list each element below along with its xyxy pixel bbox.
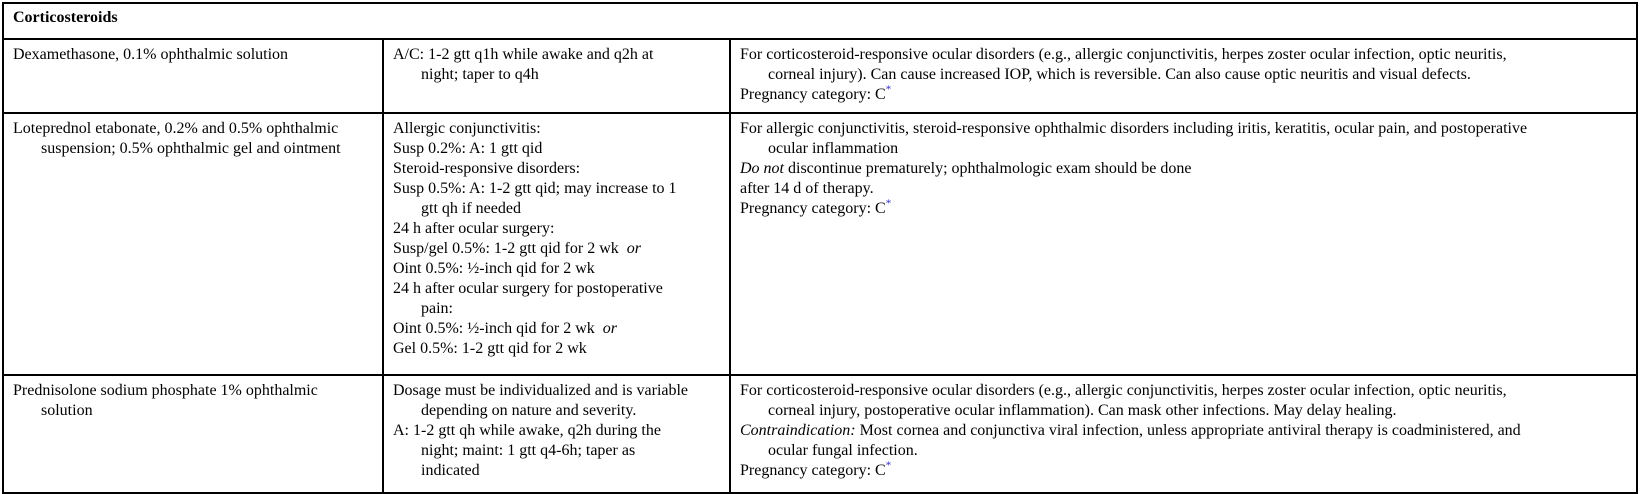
text-line <box>393 119 723 139</box>
text-line <box>393 65 723 85</box>
text-segment: Susp/gel 0.5%: 1-2 gtt qid for 2 wk <box>393 240 627 257</box>
text-line <box>393 199 723 219</box>
drug-row <box>3 39 1637 113</box>
text-line <box>393 179 723 199</box>
uses-considerations-cell <box>730 375 1637 493</box>
drug-name-cell <box>3 375 383 493</box>
text-segment: Loteprednol etabonate, 0.2% and 0.5% ophthalmic <box>13 120 339 137</box>
text-segment: depending on nature and severity. <box>421 402 637 419</box>
text-line <box>740 85 1630 105</box>
uses-considerations-cell <box>730 113 1637 375</box>
table-body <box>3 39 1637 493</box>
text-line <box>13 139 376 159</box>
text-segment: Dosage must be individualized and is variable <box>393 382 689 399</box>
text-line <box>740 179 1630 199</box>
text-line <box>13 381 376 401</box>
text-segment: ocular fungal infection. <box>768 442 918 459</box>
text-segment: 24 h after ocular surgery: <box>393 220 555 237</box>
text-segment: Gel 0.5%: 1-2 gtt qid for 2 wk <box>393 340 587 357</box>
text-line <box>393 259 723 279</box>
text-segment: discontinue prematurely; ophthalmologic exam should be done <box>784 160 1192 177</box>
text-line <box>393 279 723 299</box>
text-segment: Pregnancy category: C <box>740 200 886 217</box>
text-segment: Oint 0.5%: ½-inch qid for 2 wk <box>393 320 603 337</box>
text-line <box>393 239 723 259</box>
text-line <box>740 139 1630 159</box>
text-segment: indicated <box>421 462 480 479</box>
text-segment: A: 1-2 gtt qh while awake, q2h during the <box>393 422 661 439</box>
text-line <box>393 159 723 179</box>
text-segment: Pregnancy category: C <box>740 462 886 479</box>
text-line <box>740 421 1630 441</box>
text-segment: Pregnancy category: C <box>740 86 886 103</box>
text-segment: 24 h after ocular surgery for postoperative <box>393 280 663 297</box>
text-segment: night; maint: 1 gtt q4-6h; taper as <box>421 442 636 459</box>
text-line <box>13 45 376 65</box>
text-line <box>740 159 1630 179</box>
text-line <box>393 401 723 421</box>
text-segment: or <box>602 320 617 337</box>
text-line <box>740 441 1630 461</box>
text-segment: Do not <box>740 160 784 177</box>
text-segment: Most cornea and conjunctiva viral infection, unless appropriate antiviral therapy is coadministered, and <box>855 422 1521 439</box>
text-line <box>13 119 376 139</box>
text-line <box>393 441 723 461</box>
text-segment: A/C: 1-2 gtt q1h while awake and q2h at <box>393 46 654 63</box>
pregnancy-footnote-asterisk[interactable]: * <box>885 83 892 96</box>
text-line <box>740 65 1630 85</box>
uses-considerations-cell <box>730 39 1637 113</box>
drug-row <box>3 375 1637 493</box>
text-segment: Susp 0.2%: A: 1 gtt qid <box>393 140 543 157</box>
pregnancy-footnote-asterisk[interactable]: * <box>885 459 892 472</box>
text-segment: Susp 0.5%: A: 1-2 gtt qid; may increase to 1 <box>393 180 677 197</box>
text-segment: Contraindication: <box>740 422 856 439</box>
text-segment: solution <box>41 402 93 419</box>
text-line <box>740 401 1630 421</box>
text-segment: For corticosteroid-responsive ocular disorders (e.g., allergic conjunctivitis, herpes zoster ocular infection, optic neuritis, <box>740 382 1507 399</box>
text-segment: night; taper to q4h <box>421 66 539 83</box>
dosage-cell <box>383 113 730 375</box>
text-line <box>393 219 723 239</box>
drug-row <box>3 113 1637 375</box>
text-segment: Prednisolone sodium phosphate 1% ophthalmic <box>13 382 318 399</box>
text-line <box>393 299 723 319</box>
text-segment: Steroid-responsive disorders: <box>393 160 581 177</box>
text-segment: corneal injury, postoperative ocular inflammation). Can mask other infections. May delay healing. <box>768 402 1397 419</box>
section-header-row <box>3 3 1637 39</box>
text-segment: gtt qh if needed <box>421 200 521 217</box>
text-line <box>393 319 723 339</box>
text-segment: ocular inflammation <box>768 140 899 157</box>
text-segment: Dexamethasone, 0.1% ophthalmic solution <box>13 46 289 63</box>
text-line <box>13 401 376 421</box>
text-line <box>740 45 1630 65</box>
text-line <box>740 199 1630 219</box>
text-segment: or <box>626 240 641 257</box>
text-line <box>393 139 723 159</box>
text-line <box>393 421 723 441</box>
text-segment: Oint 0.5%: ½-inch qid for 2 wk <box>393 260 595 277</box>
corticosteroids-drug-table <box>2 2 1638 494</box>
text-line <box>393 461 723 481</box>
text-segment: pain: <box>421 300 453 317</box>
section-header: Corticosteroids <box>3 3 1637 39</box>
dosage-cell <box>383 39 730 113</box>
text-line <box>740 381 1630 401</box>
text-segment: Allergic conjunctivitis: <box>393 120 541 137</box>
text-segment: corneal injury). Can cause increased IOP, which is reversible. Can also cause optic neuritis and visual defects. <box>768 66 1471 83</box>
drug-name-cell <box>3 39 383 113</box>
text-line <box>740 461 1630 481</box>
dosage-cell <box>383 375 730 493</box>
text-segment: For allergic conjunctivitis, steroid-responsive ophthalmic disorders including iritis, keratitis, ocular pain, and postoperative <box>740 120 1528 137</box>
text-line <box>393 381 723 401</box>
text-line <box>393 339 723 359</box>
text-line <box>740 119 1630 139</box>
pregnancy-footnote-asterisk[interactable]: * <box>885 197 892 210</box>
text-segment: after 14 d of therapy. <box>740 180 874 197</box>
text-segment: For corticosteroid-responsive ocular disorders (e.g., allergic conjunctivitis, herpes zoster ocular infection, optic neuritis, <box>740 46 1507 63</box>
drug-name-cell <box>3 113 383 375</box>
text-line <box>393 45 723 65</box>
text-segment: suspension; 0.5% ophthalmic gel and ointment <box>41 140 341 157</box>
